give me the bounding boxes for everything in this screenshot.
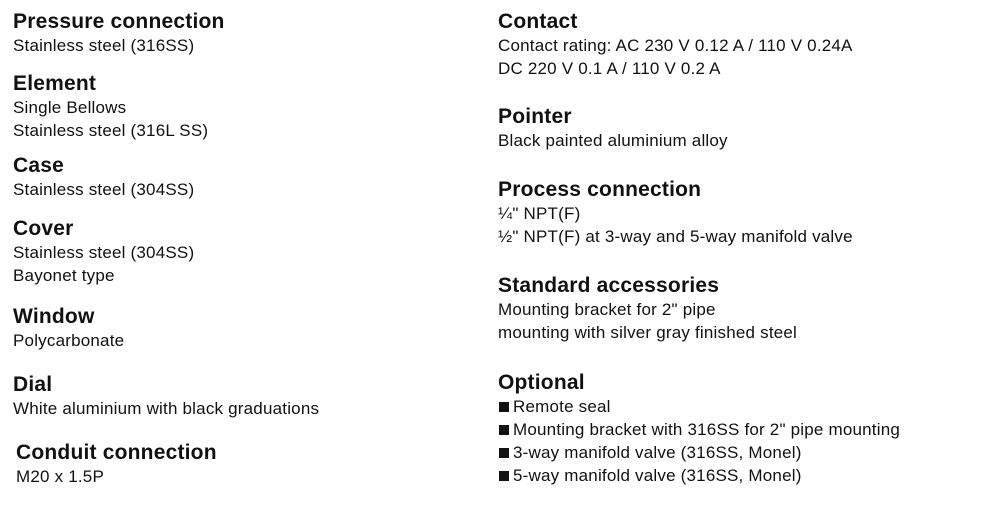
spec-value: Polycarbonate — [13, 331, 125, 350]
spec-heading: Cover — [13, 217, 74, 240]
spec-value: ¼" NPT(F) — [498, 204, 581, 223]
spec-value: Black painted aluminium alloy — [498, 131, 728, 150]
optional-item-label: Mounting bracket with 316SS for 2" pipe mounting — [513, 420, 901, 439]
spec-cover — [13, 217, 194, 287]
square-bullet-icon — [499, 425, 509, 435]
spec-heading: Contact — [498, 10, 578, 33]
optional-item-label: Remote seal — [513, 397, 611, 416]
spec-dial — [13, 373, 319, 420]
spec-heading: Case — [13, 154, 65, 177]
spec-heading: Standard accessories — [498, 274, 720, 297]
spec-value: Stainless steel (304SS) — [13, 243, 195, 262]
optional-item — [498, 418, 900, 441]
spec-contact — [498, 10, 853, 80]
optional-item — [498, 464, 900, 487]
spec-heading: Pressure connection — [13, 10, 225, 33]
spec-window — [13, 305, 124, 352]
spec-pressure-connection — [13, 10, 225, 57]
spec-value: Mounting bracket for 2" pipe — [498, 300, 716, 319]
spec-value: White aluminium with black graduations — [13, 399, 320, 418]
spec-heading: Conduit connection — [16, 441, 217, 464]
spec-heading: Optional — [498, 371, 585, 394]
spec-heading: Dial — [13, 373, 53, 396]
spec-value: ½" NPT(F) at 3-way and 5-way manifold valve — [498, 227, 853, 246]
spec-process-connection — [498, 178, 853, 248]
spec-case — [13, 154, 194, 201]
spec-heading: Pointer — [498, 105, 572, 128]
spec-value: Bayonet type — [13, 266, 115, 285]
spec-value: M20 x 1.5P — [16, 467, 104, 486]
spec-heading: Window — [13, 305, 95, 328]
square-bullet-icon — [499, 402, 509, 412]
spec-value: Stainless steel (316SS) — [13, 36, 195, 55]
spec-pointer — [498, 105, 728, 152]
spec-value: Single Bellows — [13, 98, 127, 117]
spec-value: Stainless steel (304SS) — [13, 180, 195, 199]
spec-element — [13, 72, 208, 142]
optional-item-label: 5-way manifold valve (316SS, Monel) — [513, 466, 802, 485]
spec-optional — [498, 371, 900, 487]
square-bullet-icon — [499, 471, 509, 481]
optional-item — [498, 441, 900, 464]
spec-heading: Element — [13, 72, 97, 95]
spec-value: mounting with silver gray finished steel — [498, 323, 798, 342]
spec-standard-accessories — [498, 274, 797, 344]
spec-heading: Process connection — [498, 178, 702, 201]
spec-value: Stainless steel (316L SS) — [13, 121, 209, 140]
spec-value: DC 220 V 0.1 A / 110 V 0.2 A — [498, 59, 721, 78]
square-bullet-icon — [499, 448, 509, 458]
spec-value: Contact rating: AC 230 V 0.12 A / 110 V 0.24A — [498, 36, 853, 55]
optional-item-label: 3-way manifold valve (316SS, Monel) — [513, 443, 802, 462]
spec-conduit-connection — [16, 441, 217, 488]
optional-item — [498, 395, 900, 418]
